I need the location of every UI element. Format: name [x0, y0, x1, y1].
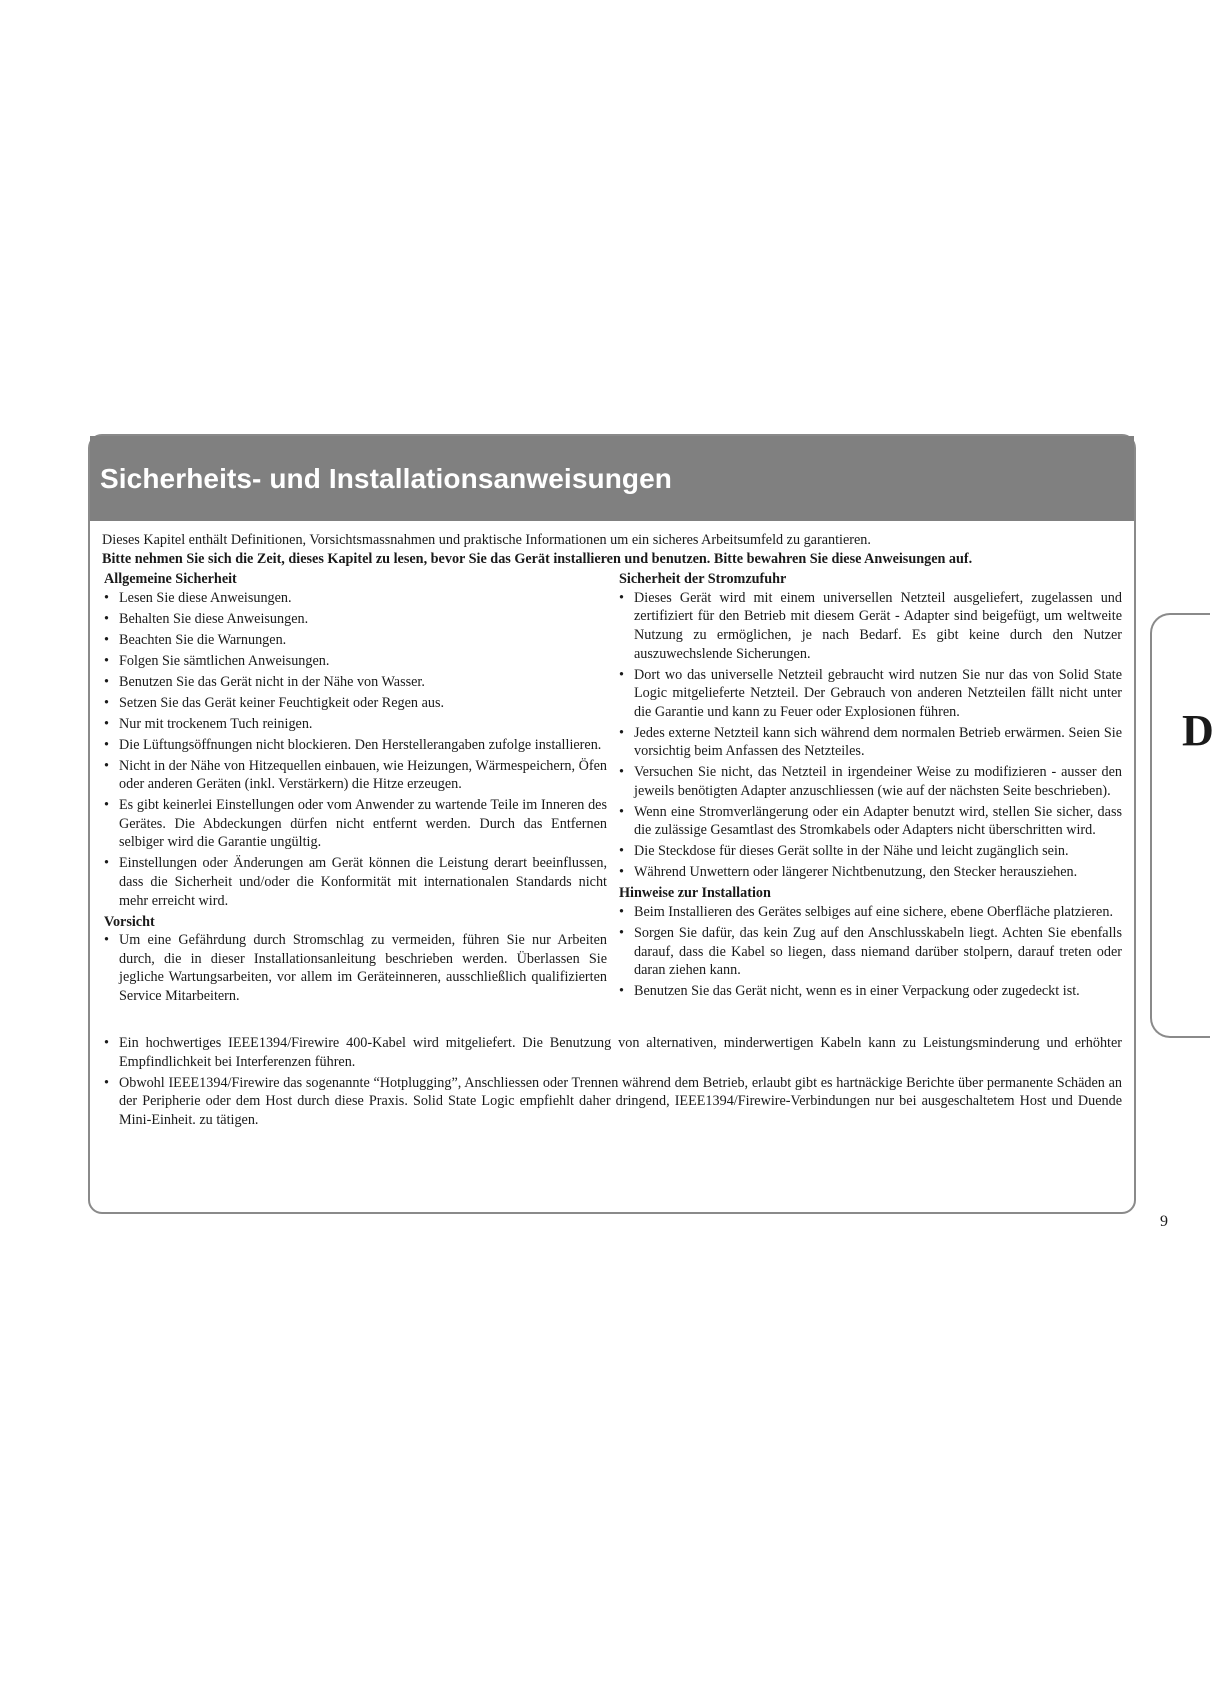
power-safety-list: [617, 589, 1122, 882]
list-item: [102, 757, 607, 794]
two-columns: [102, 570, 1122, 1008]
list-item: [617, 842, 1122, 861]
list-item: [102, 610, 607, 629]
list-item-text: Obwohl IEEE1394/Firewire das sogenannte “Hotplugging”, Anschliessen oder Trennen während dem Betrieb, erlaubt gibt es hartnäckige Berichte über permanente Schäden an der Peripherie oder dem Host durch diese Praxis. Solid State Logic empfiehlt daher dringend, IEEE1394/Firewire-Verbindungen nur bei ausgeschaltetem Host und Duende Mini-Einheit. zu tätigen.: [119, 1074, 1122, 1128]
list-item: [617, 924, 1122, 980]
list-item: [102, 854, 607, 910]
list-item: [617, 589, 1122, 663]
firewire-notes-list: [102, 1034, 1122, 1129]
intro-text: Dieses Kapitel enthält Definitionen, Vorsichtsmassnahmen und praktische Informationen um ein sicheres Arbeitsumfeld zu garantieren.: [102, 532, 871, 548]
list-item: [102, 715, 607, 734]
list-item-text: Lesen Sie diese Anweisungen.: [119, 589, 292, 606]
list-item-text: Beim Installieren des Gerätes selbiges auf eine sichere, ebene Oberfläche platzieren.: [634, 904, 1113, 921]
page-number: 9: [1160, 1213, 1168, 1230]
bullet-icon: •: [104, 932, 109, 949]
bullet-icon: •: [104, 1034, 109, 1051]
list-item-text: Dort wo das universelle Netzteil gebraucht wird nutzen Sie nur das von Solid State Logic mitgelieferte Netzteil. Der Gebrauch von anderen Netzteilen fällt nicht unter die Garantie und kann zu Feuer oder Explosionen führen.: [634, 666, 1122, 720]
bullet-icon: •: [104, 855, 109, 872]
bullet-icon: •: [619, 666, 624, 683]
list-item-text: Versuchen Sie nicht, das Netzteil in irgendeiner Weise zu modifizieren - ausser den jeweils benötigten Adapter anzuschliessen (wie auf der nächsten Seite beschrieben).: [634, 764, 1122, 799]
list-item: [102, 1034, 1122, 1071]
bullet-icon: •: [104, 673, 109, 690]
list-item: [617, 724, 1122, 761]
bullet-icon: •: [619, 983, 624, 1000]
bullet-icon: •: [104, 694, 109, 711]
right-column: [617, 570, 1122, 1008]
list-item-text: Um eine Gefährdung durch Stromschlag zu vermeiden, führen Sie nur Arbeiten durch, die in dieser Installationsanleitung beschrieben werden. Überlassen Sie jegliche Wartungsarbeiten, vor allem im Geräteinneren, ausschließlich qualifizierten Service Mitarbeitern.: [119, 932, 607, 1004]
list-item-text: Sorgen Sie dafür, das kein Zug auf den Anschlusskabeln liegt. Achten Sie ebenfalls darauf, dass die Kabel so liegen, dass niemand darüber stolpern, darauf treten oder daran ziehen kann.: [634, 925, 1122, 979]
list-item: [617, 666, 1122, 722]
left-column: [102, 570, 607, 1008]
bullet-icon: •: [104, 797, 109, 814]
caution-list: [102, 931, 607, 1005]
list-item: [617, 982, 1122, 1001]
list-item: [617, 903, 1122, 922]
list-item: [102, 652, 607, 671]
list-item-text: Folgen Sie sämtlichen Anweisungen.: [119, 652, 330, 669]
bullet-icon: •: [619, 925, 624, 941]
intro: [102, 531, 1122, 568]
list-item: [102, 589, 607, 608]
list-item: [617, 763, 1122, 800]
list-item-text: Es gibt keinerlei Einstellungen oder vom Anwender zu wartende Teile im Inneren des Gerätes. Die Abdeckungen dürfen nicht entfernt werden. Durch das Entfernen selbiger wird die Garantie ungültig.: [119, 797, 607, 851]
list-item-text: Dieses Gerät wird mit einem universellen Netzteil ausgeliefert, zugelassen und zertifiziert für den Betrieb mit diesem Gerät - Adapter sind beigefügt, um weltweite Nutzung zu ermöglichen, je nach Bedarf. Es gibt keine durch den Nutzer auszuwechslende Sicherungen.: [634, 589, 1122, 662]
list-item-text: Behalten Sie diese Anweisungen.: [119, 610, 309, 627]
list-item-text: Wenn eine Stromverlängerung oder ein Adapter benutzt wird, stellen Sie sicher, dass die zulässige Gesamtlast des Stromkabels oder Adapters nicht überschritten wird.: [634, 803, 1122, 839]
bullet-icon: •: [619, 904, 624, 921]
list-item: [102, 631, 607, 650]
list-item-text: Die Steckdose für dieses Gerät sollte in der Nähe und leicht zugänglich sein.: [634, 843, 1069, 860]
list-item-text: Beachten Sie die Warnungen.: [119, 631, 287, 648]
general-safety-list: [102, 589, 607, 910]
bullet-icon: •: [619, 843, 624, 860]
list-item-text: Benutzen Sie das Gerät nicht, wenn es in einer Verpackung oder zugedeckt ist.: [634, 983, 1080, 1000]
bullet-icon: •: [104, 610, 109, 627]
installation-list: [617, 903, 1122, 1001]
intro-emphasis: Bitte nehmen Sie sich die Zeit, dieses Kapitel zu lesen, bevor Sie das Gerät installieren und benutzen. Bitte bewahren Sie diese Anweisungen auf.: [102, 550, 973, 567]
list-item-text: Nicht in der Nähe von Hitzequellen einbauen, wie Heizungen, Wärmespeichern, Öfen oder anderen Geräten (inkl. Verstärkern) die Hitze erzeugen.: [119, 757, 607, 793]
bullet-icon: •: [619, 764, 624, 781]
installation-heading: Hinweise zur Installation: [619, 885, 771, 902]
list-item: [102, 931, 607, 1005]
list-item-text: Benutzen Sie das Gerät nicht in der Nähe von Wasser.: [119, 673, 425, 690]
bullet-icon: •: [104, 631, 109, 648]
chapter-tab: [1150, 613, 1214, 1038]
list-item: [102, 694, 607, 713]
bullet-icon: •: [104, 757, 109, 774]
list-item-text: Einstellungen oder Änderungen am Gerät können die Leistung derart beeinflussen, dass die Sicherheit und/oder die Konformität mit internationalen Standards nicht mehr erreicht wird.: [119, 855, 607, 909]
chapter-tab-letter: D: [1182, 706, 1214, 755]
list-item-text: Nur mit trockenem Tuch reinigen.: [119, 715, 313, 732]
panel-body: [90, 521, 1134, 1129]
bullet-icon: •: [104, 589, 109, 606]
list-item-text: Jedes externe Netzteil kann sich während dem normalen Betrieb erwärmen. Seien Sie vorsichtig beim Anfassen des Netzteiles.: [634, 724, 1122, 760]
list-item-text: Ein hochwertiges IEEE1394/Firewire 400-Kabel wird mitgeliefert. Die Benutzung von alternativen, minderwertigen Kabeln kann zu Leistungsminderung und erhöhter Empfindlichkeit bei Interferenzen führen.: [119, 1034, 1122, 1070]
page-title: Sicherheits- und Installationsanweisungen: [100, 462, 672, 494]
caution-heading: Vorsicht: [104, 913, 155, 930]
general-safety-heading: Allgemeine Sicherheit: [104, 571, 237, 588]
bullet-icon: •: [104, 1074, 109, 1091]
list-item: [102, 736, 607, 755]
bullet-icon: •: [619, 864, 624, 881]
list-item-text: Während Unwettern oder längerer Nichtbenutzung, den Stecker herausziehen.: [634, 864, 1078, 881]
list-item: [102, 1074, 1122, 1130]
list-item: [102, 796, 607, 852]
bullet-icon: •: [104, 652, 109, 669]
safety-panel: [88, 434, 1136, 1214]
list-item: [102, 673, 607, 692]
bullet-icon: •: [619, 724, 624, 741]
list-item-text: Die Lüftungsöffnungen nicht blockieren. Den Herstellerangaben zufolge installieren.: [119, 736, 602, 753]
bullet-icon: •: [104, 715, 109, 732]
panel-header: [90, 436, 1134, 521]
list-item: [617, 863, 1122, 882]
list-item: [617, 803, 1122, 840]
list-item-text: Setzen Sie das Gerät keiner Feuchtigkeit oder Regen aus.: [119, 694, 445, 711]
power-safety-heading: Sicherheit der Stromzufuhr: [619, 571, 787, 588]
bullet-icon: •: [619, 803, 624, 820]
bullet-icon: •: [104, 736, 109, 753]
bullet-icon: •: [619, 589, 624, 606]
